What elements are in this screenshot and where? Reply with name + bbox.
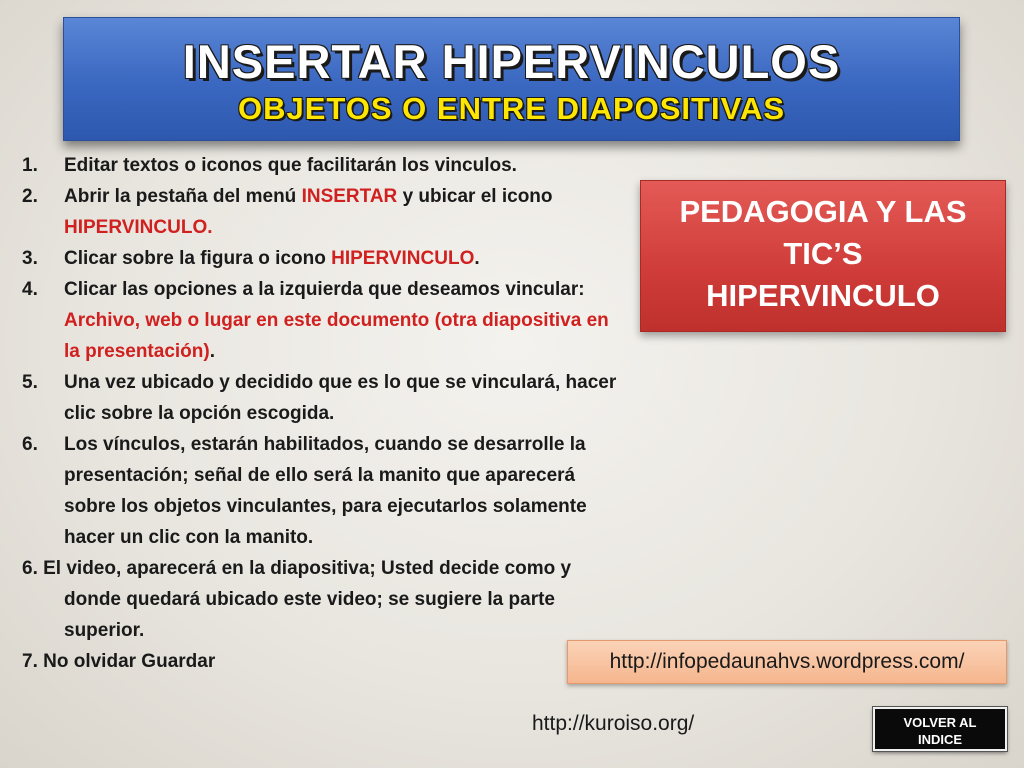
list-item (22, 367, 627, 429)
topic-line: TIC’S (783, 236, 863, 271)
step-text: Editar textos o iconos que facilitarán los vinculos. (64, 155, 517, 176)
step-text: Clicar las opciones a la izquierda que deseamos vincular: Archivo, web o lugar en este documento (otra diapositiva en la presentación). (64, 279, 609, 362)
list-item (22, 553, 627, 646)
list-item (22, 243, 627, 274)
back-to-index-button[interactable] (873, 707, 1007, 751)
list-item (22, 181, 627, 243)
list-item (22, 429, 627, 553)
title-banner (63, 17, 960, 141)
step-number: 4. (22, 279, 38, 300)
back-button-label: VOLVER AL (903, 715, 977, 730)
step-text: 6. El video, aparecerá en la diapositiva; Usted decide como y donde quedará ubicado este video; se sugiere la parte superior. (22, 558, 572, 641)
slide-title: INSERTAR HIPERVINCULOS (182, 35, 841, 88)
back-button-label: INDICE (917, 732, 963, 747)
steps-list (22, 150, 627, 677)
list-item (22, 150, 627, 181)
step-text: Clicar sobre la figura o icono HIPERVINCULO. (64, 248, 480, 269)
step-number: 1. (22, 155, 38, 176)
step-text: Abrir la pestaña del menú INSERTAR y ubicar el icono HIPERVINCULO. (64, 186, 553, 238)
topic-line: HIPERVINCULO (706, 278, 940, 313)
step-number: 5. (22, 372, 38, 393)
slide-subtitle: OBJETOS O ENTRE DIAPOSITIVAS (237, 91, 786, 126)
step-text: Los vínculos, estarán habilitados, cuando se desarrolle la presentación; señal de ello será la manito que aparecerá sobre los objetos vinculantes, para ejecutarlos solamente hacer un clic con la manito. (64, 434, 587, 548)
step-text: Una vez ubicado y decidido que es lo que se vinculará, hacer clic sobre la opción escogida. (64, 372, 617, 424)
list-item (22, 274, 627, 367)
blog-link[interactable]: http://infopedaunahvs.wordpress.com/ (567, 640, 1007, 684)
step-number: 2. (22, 186, 38, 207)
step-text: 7. No olvidar Guardar (22, 651, 216, 672)
footer-link[interactable]: http://kuroiso.org/ (532, 712, 695, 735)
list-item (22, 646, 627, 677)
step-number: 3. (22, 248, 38, 269)
topic-box[interactable] (640, 180, 1006, 332)
step-number: 6. (22, 434, 38, 455)
topic-line: PEDAGOGIA Y LAS (679, 194, 967, 229)
